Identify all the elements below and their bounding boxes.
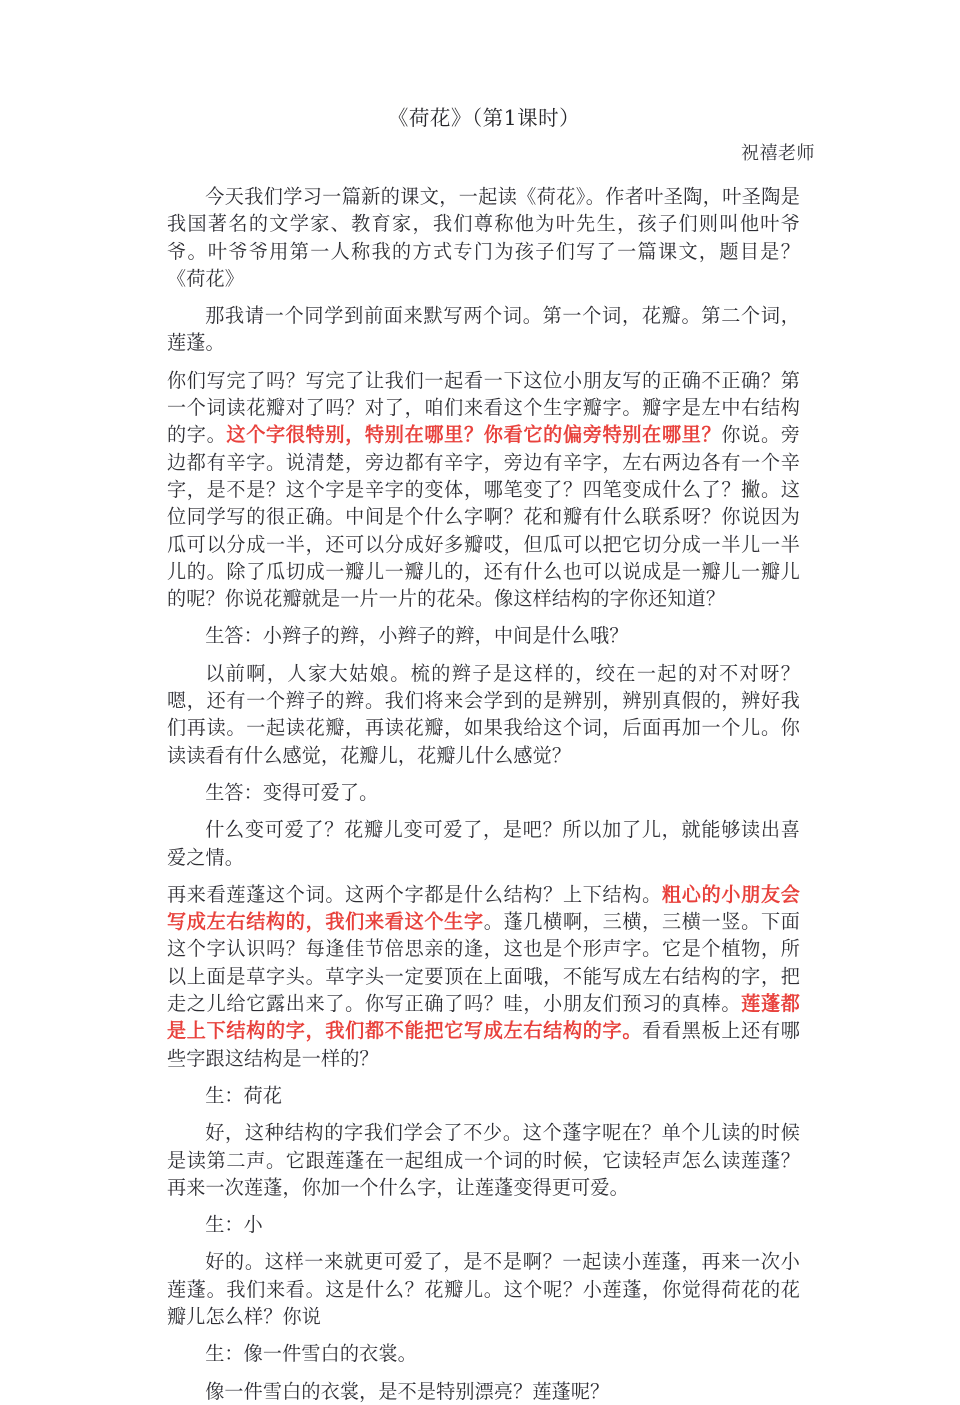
- text-run: 生：小: [205, 1213, 263, 1237]
- author-byline: 祝禧老师: [741, 143, 815, 164]
- text-run: 你们写完了吗？写完了让我们一起看一下这位小朋友写的正确不正确？第一个词读花瓣对了吗？对了，咱们来看这个生字瓣字。瓣字是左中右结构的字。: [167, 368, 800, 447]
- highlighted-text-run: 粗心的小朋友会写成左右结构的，我们来看这个生字: [167, 882, 801, 934]
- transcript-paragraph: [167, 816, 800, 871]
- transcript-paragraph: [167, 1248, 800, 1330]
- highlighted-text-run: 莲蓬都是上下结构的字，我们都不能把它写成左右结构的字。: [167, 992, 800, 1043]
- transcript-paragraph: [167, 1082, 800, 1109]
- text-run: 生答：变得可爱了。: [205, 780, 379, 804]
- transcript-paragraph: [167, 183, 800, 292]
- text-run: 生答：小辫子的辫，小辫子的辫，中间是什么哦？: [205, 624, 629, 648]
- transcript-paragraph: [167, 881, 800, 1072]
- text-run: 那我请一个同学到前面来默写两个词。第一个词，花瓣。第二个词，莲蓬。: [167, 304, 800, 355]
- text-run: 以前啊，人家大姑娘。梳的辫子是这样的，绞在一起的对不对呀？嗯，还有一个辫子的辫。我们将来会学到的是辨别，辨别真假的，辨好我们再读。一起读花瓣，再读花瓣，如果我给这个词，后面再加一个儿。你读读看有什么感觉，花瓣儿，花瓣儿什么感觉？: [167, 661, 800, 767]
- text-run: 什么变可爱了？花瓣儿变可爱了，是吧？所以加了儿，就能够读出喜爱之情。: [167, 818, 800, 869]
- transcript-paragraph: [167, 1119, 800, 1201]
- text-run: 好，这种结构的字我们学会了不少。这个蓬字呢在？单个儿读的时候是读第二声。它跟莲蓬在一起组成一个词的时候，它读轻声怎么读莲蓬？再来一次莲蓬，你加一个什么字，让莲蓬变得更可爱。: [167, 1121, 800, 1199]
- text-run: 再来看莲蓬这个词。这两个字都是什么结构？上下结构。: [167, 882, 662, 906]
- text-run: 生：像一件雪白的衣裳。: [205, 1342, 417, 1366]
- highlighted-text-run: 这个字很特别，特别在哪里？你看它的偏旁特别在哪里？: [226, 423, 722, 447]
- transcript-paragraph: [167, 367, 800, 613]
- transcript-paragraph: [167, 1211, 800, 1238]
- transcript-paragraph: [167, 660, 800, 769]
- title-block: [0, 0, 960, 167]
- text-run: 今天我们学习一篇新的课文，一起读《荷花》。作者叶圣陶，叶圣陶是我国著名的文学家、教育家，我们尊称他为叶先生，孩子们则叫他叶爷爷。叶爷爷用第一人称我的方式专门为孩子们写了一篇课文，题目是？《荷花》: [167, 185, 800, 290]
- transcript-paragraph: [167, 622, 800, 649]
- text-run: 好的。这样一来就更可爱了，是不是啊？一起读小莲蓬，再来一次小莲蓬。我们来看。这是什么？花瓣儿。这个呢？小莲蓬，你觉得荷花的花瓣儿怎么样？你说: [167, 1250, 800, 1328]
- text-run: 像一件雪白的衣裳，是不是特别漂亮？莲蓬呢？: [205, 1379, 610, 1403]
- page-title: 《荷花》（第1课时）: [387, 106, 581, 130]
- transcript-body: [167, 183, 800, 1405]
- transcript-paragraph: [167, 1340, 800, 1367]
- transcript-paragraph: [167, 1378, 800, 1405]
- text-run: 。蓬几横啊，三横，三横一竖。下面这个字认识吗？每逢佳节倍思亲的逢，这也是个形声字。它是个植物，所以上面是草字头。草字头一定要顶在上面哦，不能写成左右结构的字，把走之儿给它露出来了。你写正确了吗？哇，小朋友们预习的真棒。: [167, 910, 800, 1016]
- transcript-paragraph: [167, 779, 800, 806]
- text-run: 生：荷花: [205, 1083, 283, 1107]
- text-run: 看看黑板上还有哪些字跟这结构是一样的？: [167, 1019, 800, 1070]
- transcript-paragraph: [167, 302, 800, 357]
- text-run: 你说。旁边都有辛字。说清楚，旁边都有辛字，旁边有辛字，左右两边各有一个辛字，是不是？这个字是辛字的变体，哪笔变了？四笔变成什么了？撇。这位同学写的很正确。中间是个什么字啊？花和瓣有什么联系呀？你说因为瓜可以分成一半，还可以分成好多瓣哎，但瓜可以把它切分成一半儿一半儿的。除了瓜切成一瓣儿一瓣儿的，还有什么也可以说成是一瓣儿一瓣儿的呢？你说花瓣就是一片一片的花朵。像这样结构的字你还知道？: [167, 423, 801, 611]
